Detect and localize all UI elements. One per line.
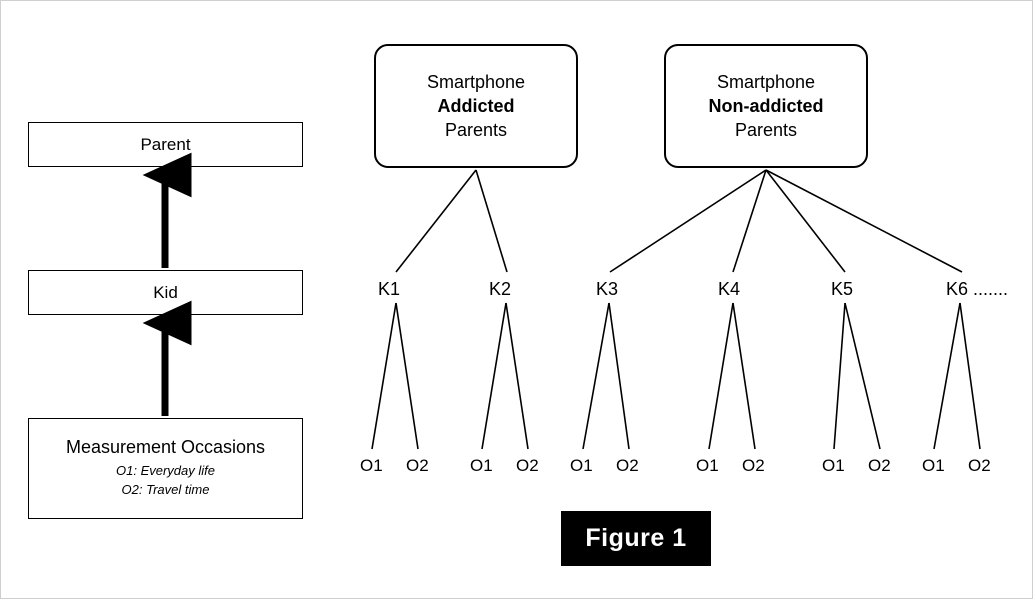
occasion-leaf-k3-o1: O1 <box>570 456 593 475</box>
occasion-leaf-k2-o2: O2 <box>516 456 539 475</box>
figure-caption: Figure 1 <box>561 511 711 566</box>
group-box-nonaddicted-parents <box>664 44 868 168</box>
kid-node-k3: K3 <box>596 279 619 299</box>
level-box-kid <box>28 270 303 315</box>
occasion-leaf-k3-o2: O2 <box>616 456 639 475</box>
occasion-leaf-k2-o1: O1 <box>470 456 493 475</box>
occasion-leaf-k6-o2: O2 <box>968 456 991 475</box>
level-box-kid-label: Kid <box>153 282 178 302</box>
occasion-leaf-k4-o2: O2 <box>742 456 765 475</box>
level-box-parent-label: Parent <box>140 134 191 154</box>
occasion-leaf-k4-o1: O1 <box>696 456 719 475</box>
kid-node-k5: K5 <box>831 279 854 299</box>
level-box-parent <box>28 122 303 167</box>
group-box-addicted-parents <box>374 44 578 168</box>
occasion-leaf-k6-o1: O1 <box>922 456 945 475</box>
occasion-leaf-k5-o2: O2 <box>868 456 891 475</box>
kid-node-k2: K2 <box>489 279 512 299</box>
kid-node-k4: K4 <box>718 279 741 299</box>
kid-node-k1: K1 <box>378 279 401 299</box>
group-nonaddicted-line3: Parents <box>734 120 798 141</box>
kid-node-k6: K6 ....... <box>946 279 1009 299</box>
level-box-occasion-o2: O2: Travel time <box>121 482 210 497</box>
group-nonaddicted-line1: Smartphone <box>716 71 816 92</box>
level-box-measurement-occasions <box>28 418 303 519</box>
level-box-occasions-label: Measurement Occasions <box>65 437 266 458</box>
occasion-leaf-k1-o1: O1 <box>360 456 383 475</box>
group-addicted-line2: Addicted <box>437 95 515 116</box>
level-box-occasion-o1: O1: Everyday life <box>116 463 215 479</box>
group-addicted-line1: Smartphone <box>426 71 526 92</box>
occasion-leaf-k1-o2: O2 <box>406 456 429 475</box>
group-nonaddicted-line2: Non-addicted <box>708 95 824 116</box>
group-addicted-line3: Parents <box>444 120 508 141</box>
occasion-leaf-k5-o1: O1 <box>822 456 845 475</box>
